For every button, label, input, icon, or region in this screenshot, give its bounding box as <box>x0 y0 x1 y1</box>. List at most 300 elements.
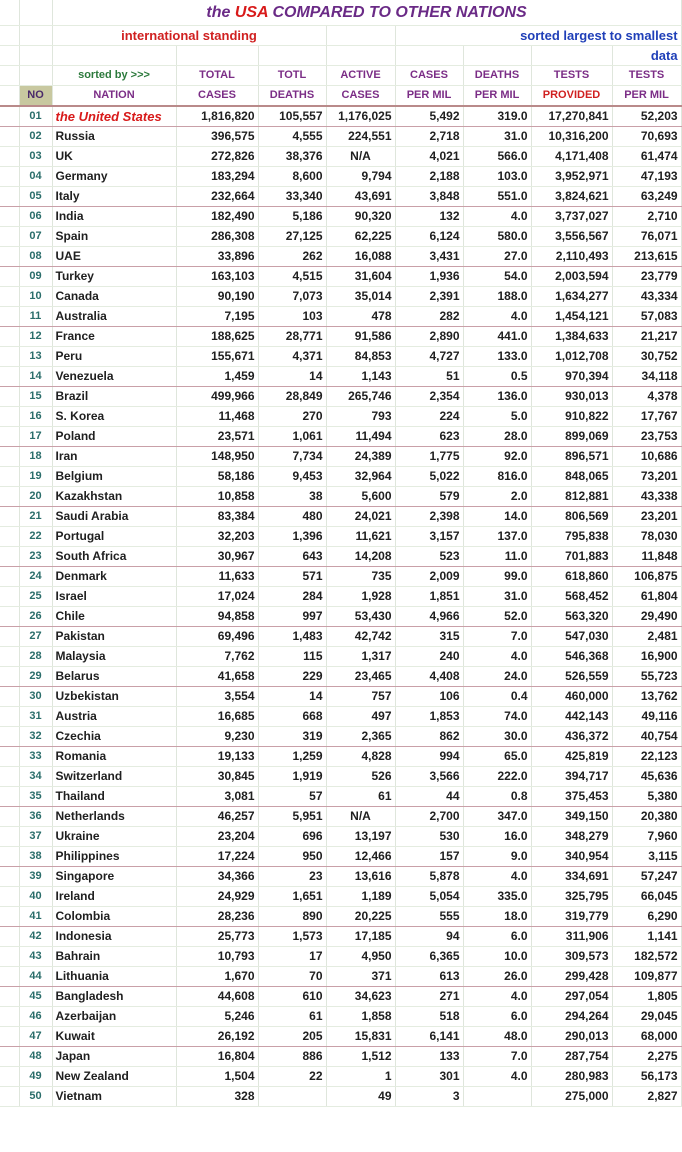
table-row <box>0 487 681 507</box>
tests-per-mil: 76,071 <box>612 227 681 247</box>
active-cases: 17,185 <box>326 927 395 947</box>
total-deaths: 38,376 <box>258 147 326 167</box>
deaths-per-mil: 347.0 <box>463 807 531 827</box>
tests-per-mil: 106,875 <box>612 567 681 587</box>
table-row <box>0 547 681 567</box>
total-cases: 23,204 <box>176 827 258 847</box>
row-number: 13 <box>19 347 52 367</box>
cases-per-mil: 1,853 <box>395 707 463 727</box>
active-cases: 793 <box>326 407 395 427</box>
tests-per-mil: 57,247 <box>612 867 681 887</box>
tests-provided: 442,143 <box>531 707 612 727</box>
total-cases: 1,459 <box>176 367 258 387</box>
deaths-per-mil: 816.0 <box>463 467 531 487</box>
tests-per-mil: 49,116 <box>612 707 681 727</box>
total-cases: 16,804 <box>176 1047 258 1067</box>
header-top-3: ACTIVE <box>326 66 395 86</box>
tests-provided: 568,452 <box>531 587 612 607</box>
deaths-per-mil: 52.0 <box>463 607 531 627</box>
nation-name: Philippines <box>52 847 176 867</box>
tests-provided: 436,372 <box>531 727 612 747</box>
total-deaths: 319 <box>258 727 326 747</box>
nation-name: Austria <box>52 707 176 727</box>
nation-name: Germany <box>52 167 176 187</box>
deaths-per-mil: 31.0 <box>463 587 531 607</box>
total-cases: 46,257 <box>176 807 258 827</box>
row-number: 41 <box>19 907 52 927</box>
tests-per-mil: 70,693 <box>612 127 681 147</box>
total-deaths: 14 <box>258 687 326 707</box>
active-cases: 43,691 <box>326 187 395 207</box>
tests-per-mil: 1,805 <box>612 987 681 1007</box>
table-row <box>0 167 681 187</box>
active-cases: 42,742 <box>326 627 395 647</box>
nation-name: South Africa <box>52 547 176 567</box>
total-deaths: 27,125 <box>258 227 326 247</box>
nation-name: Kuwait <box>52 1027 176 1047</box>
header-tests-provided: PROVIDED <box>531 86 612 107</box>
cases-per-mil: 106 <box>395 687 463 707</box>
active-cases: 265,746 <box>326 387 395 407</box>
total-cases: 41,658 <box>176 667 258 687</box>
row-number: 09 <box>19 267 52 287</box>
active-cases: 35,014 <box>326 287 395 307</box>
total-deaths: 1,259 <box>258 747 326 767</box>
total-deaths: 480 <box>258 507 326 527</box>
nation-name: Pakistan <box>52 627 176 647</box>
cases-per-mil: 51 <box>395 367 463 387</box>
total-cases: 30,845 <box>176 767 258 787</box>
cases-per-mil: 282 <box>395 307 463 327</box>
total-deaths: 8,600 <box>258 167 326 187</box>
table-row <box>0 147 681 167</box>
active-cases: 32,964 <box>326 467 395 487</box>
total-deaths: 61 <box>258 1007 326 1027</box>
tests-per-mil: 2,710 <box>612 207 681 227</box>
row-number: 48 <box>19 1047 52 1067</box>
deaths-per-mil: 222.0 <box>463 767 531 787</box>
table-row <box>0 347 681 367</box>
tests-provided: 4,171,408 <box>531 147 612 167</box>
active-cases: 24,389 <box>326 447 395 467</box>
cases-per-mil: 530 <box>395 827 463 847</box>
nation-name: Iran <box>52 447 176 467</box>
total-cases: 32,203 <box>176 527 258 547</box>
nation-name: the United States <box>52 106 176 127</box>
cases-per-mil: 3,431 <box>395 247 463 267</box>
nation-name: Australia <box>52 307 176 327</box>
nation-name: UK <box>52 147 176 167</box>
tests-per-mil: 11,848 <box>612 547 681 567</box>
table-row <box>0 567 681 587</box>
tests-per-mil: 30,752 <box>612 347 681 367</box>
active-cases: 15,831 <box>326 1027 395 1047</box>
total-cases: 90,190 <box>176 287 258 307</box>
tests-provided: 348,279 <box>531 827 612 847</box>
cases-per-mil: 555 <box>395 907 463 927</box>
cases-per-mil: 3,566 <box>395 767 463 787</box>
total-cases: 11,468 <box>176 407 258 427</box>
tests-provided: 319,779 <box>531 907 612 927</box>
active-cases: 23,465 <box>326 667 395 687</box>
deaths-per-mil: 0.8 <box>463 787 531 807</box>
table-row <box>0 467 681 487</box>
tests-provided: 848,065 <box>531 467 612 487</box>
tests-provided: 294,264 <box>531 1007 612 1027</box>
subtitle-right: sorted largest to smallest <box>395 26 681 46</box>
table-row <box>0 867 681 887</box>
row-number: 36 <box>19 807 52 827</box>
deaths-per-mil: 4.0 <box>463 307 531 327</box>
subtitle-row <box>0 26 681 46</box>
tests-per-mil: 21,217 <box>612 327 681 347</box>
total-deaths: 103 <box>258 307 326 327</box>
nation-name: Saudi Arabia <box>52 507 176 527</box>
total-deaths: 22 <box>258 1067 326 1087</box>
tests-provided: 10,316,200 <box>531 127 612 147</box>
deaths-per-mil: 9.0 <box>463 847 531 867</box>
tests-provided: 1,454,121 <box>531 307 612 327</box>
nation-name: Malaysia <box>52 647 176 667</box>
tests-provided: 349,150 <box>531 807 612 827</box>
tests-per-mil: 7,960 <box>612 827 681 847</box>
deaths-per-mil: 26.0 <box>463 967 531 987</box>
tests-per-mil: 43,338 <box>612 487 681 507</box>
row-number: 05 <box>19 187 52 207</box>
table-row <box>0 287 681 307</box>
cases-per-mil: 2,398 <box>395 507 463 527</box>
tests-provided: 299,428 <box>531 967 612 987</box>
tests-per-mil: 78,030 <box>612 527 681 547</box>
tests-per-mil: 29,045 <box>612 1007 681 1027</box>
deaths-per-mil: 28.0 <box>463 427 531 447</box>
tests-provided: 896,571 <box>531 447 612 467</box>
total-deaths: 57 <box>258 787 326 807</box>
total-cases: 272,826 <box>176 147 258 167</box>
tests-provided: 325,795 <box>531 887 612 907</box>
total-deaths: 17 <box>258 947 326 967</box>
total-cases: 148,950 <box>176 447 258 467</box>
total-deaths: 1,919 <box>258 767 326 787</box>
active-cases: 2,365 <box>326 727 395 747</box>
header-row-top <box>0 66 681 86</box>
cases-per-mil: 2,188 <box>395 167 463 187</box>
table-row <box>0 727 681 747</box>
table-row <box>0 187 681 207</box>
tests-per-mil: 73,201 <box>612 467 681 487</box>
tests-per-mil: 23,201 <box>612 507 681 527</box>
cases-per-mil: 2,009 <box>395 567 463 587</box>
deaths-per-mil: 27.0 <box>463 247 531 267</box>
tests-per-mil: 23,753 <box>612 427 681 447</box>
active-cases: 478 <box>326 307 395 327</box>
table-row <box>0 407 681 427</box>
total-deaths: 38 <box>258 487 326 507</box>
total-deaths: 668 <box>258 707 326 727</box>
tests-provided: 17,270,841 <box>531 106 612 127</box>
nation-name: Indonesia <box>52 927 176 947</box>
total-deaths: 1,483 <box>258 627 326 647</box>
cases-per-mil: 3,157 <box>395 527 463 547</box>
tests-per-mil: 13,762 <box>612 687 681 707</box>
total-deaths: 4,371 <box>258 347 326 367</box>
cases-per-mil: 1,775 <box>395 447 463 467</box>
nation-name: Japan <box>52 1047 176 1067</box>
table-row <box>0 207 681 227</box>
row-number: 28 <box>19 647 52 667</box>
nation-name: France <box>52 327 176 347</box>
nation-name: Peru <box>52 347 176 367</box>
deaths-per-mil: 7.0 <box>463 627 531 647</box>
table-row <box>0 1067 681 1087</box>
tests-provided: 1,012,708 <box>531 347 612 367</box>
row-number: 22 <box>19 527 52 547</box>
nation-name: Uzbekistan <box>52 687 176 707</box>
active-cases: 14,208 <box>326 547 395 567</box>
cases-per-mil: 518 <box>395 1007 463 1027</box>
cases-per-mil: 579 <box>395 487 463 507</box>
tests-provided: 287,754 <box>531 1047 612 1067</box>
row-number: 29 <box>19 667 52 687</box>
deaths-per-mil: 4.0 <box>463 867 531 887</box>
cases-per-mil: 1,851 <box>395 587 463 607</box>
deaths-per-mil: 18.0 <box>463 907 531 927</box>
tests-provided: 970,394 <box>531 367 612 387</box>
deaths-per-mil: 65.0 <box>463 747 531 767</box>
cases-per-mil: 5,054 <box>395 887 463 907</box>
nation-name: S. Korea <box>52 407 176 427</box>
table-row <box>0 667 681 687</box>
row-number: 40 <box>19 887 52 907</box>
total-cases: 17,224 <box>176 847 258 867</box>
title-usa: USA <box>234 4 269 21</box>
row-number: 27 <box>19 627 52 647</box>
tests-per-mil: 57,083 <box>612 307 681 327</box>
nation-name: Romania <box>52 747 176 767</box>
nation-name: UAE <box>52 247 176 267</box>
active-cases: 34,623 <box>326 987 395 1007</box>
total-deaths: 229 <box>258 667 326 687</box>
tests-provided: 280,983 <box>531 1067 612 1087</box>
table-row <box>0 327 681 347</box>
tests-provided: 425,819 <box>531 747 612 767</box>
total-cases: 44,608 <box>176 987 258 1007</box>
tests-provided: 3,824,621 <box>531 187 612 207</box>
row-number: 50 <box>19 1087 52 1107</box>
total-cases: 232,664 <box>176 187 258 207</box>
total-deaths: 950 <box>258 847 326 867</box>
nation-name: Italy <box>52 187 176 207</box>
cases-per-mil: 3 <box>395 1087 463 1107</box>
active-cases: 735 <box>326 567 395 587</box>
row-number: 06 <box>19 207 52 227</box>
row-number: 45 <box>19 987 52 1007</box>
nation-name: Switzerland <box>52 767 176 787</box>
active-cases: 371 <box>326 967 395 987</box>
nation-name: Colombia <box>52 907 176 927</box>
table-row <box>0 587 681 607</box>
tests-per-mil: 34,118 <box>612 367 681 387</box>
row-number: 17 <box>19 427 52 447</box>
total-cases: 5,246 <box>176 1007 258 1027</box>
total-cases: 499,966 <box>176 387 258 407</box>
deaths-per-mil: 335.0 <box>463 887 531 907</box>
tests-provided: 375,453 <box>531 787 612 807</box>
active-cases: 757 <box>326 687 395 707</box>
cases-per-mil: 6,124 <box>395 227 463 247</box>
row-number: 14 <box>19 367 52 387</box>
tests-provided: 806,569 <box>531 507 612 527</box>
total-cases: 30,967 <box>176 547 258 567</box>
deaths-per-mil: 188.0 <box>463 287 531 307</box>
active-cases: 84,853 <box>326 347 395 367</box>
table-row <box>0 1087 681 1107</box>
tests-provided: 297,054 <box>531 987 612 1007</box>
sorted-by-label: sorted by >>> <box>52 66 176 86</box>
cases-per-mil: 44 <box>395 787 463 807</box>
nation-name: Turkey <box>52 267 176 287</box>
total-deaths: 1,061 <box>258 427 326 447</box>
active-cases: 31,604 <box>326 267 395 287</box>
cases-per-mil: 240 <box>395 647 463 667</box>
cases-per-mil: 4,021 <box>395 147 463 167</box>
tests-per-mil: 182,572 <box>612 947 681 967</box>
active-cases: 20,225 <box>326 907 395 927</box>
row-number: 11 <box>19 307 52 327</box>
total-deaths <box>258 1087 326 1107</box>
active-cases: 90,320 <box>326 207 395 227</box>
table-row <box>0 927 681 947</box>
total-deaths: 890 <box>258 907 326 927</box>
total-deaths: 70 <box>258 967 326 987</box>
total-cases: 23,571 <box>176 427 258 447</box>
active-cases: N/A <box>326 807 395 827</box>
total-cases: 83,384 <box>176 507 258 527</box>
nation-name: Ukraine <box>52 827 176 847</box>
total-deaths: 115 <box>258 647 326 667</box>
subtitle-left: international standing <box>52 26 326 46</box>
active-cases: 24,021 <box>326 507 395 527</box>
active-cases: 61 <box>326 787 395 807</box>
nation-name: Spain <box>52 227 176 247</box>
subtitle-row-2 <box>0 46 681 66</box>
nation-name: Belgium <box>52 467 176 487</box>
tests-per-mil: 61,474 <box>612 147 681 167</box>
cases-per-mil: 271 <box>395 987 463 1007</box>
deaths-per-mil: 4.0 <box>463 987 531 1007</box>
total-deaths: 33,340 <box>258 187 326 207</box>
tests-provided: 334,691 <box>531 867 612 887</box>
total-cases: 1,504 <box>176 1067 258 1087</box>
total-cases: 34,366 <box>176 867 258 887</box>
cases-per-mil: 2,354 <box>395 387 463 407</box>
nation-name: Ireland <box>52 887 176 907</box>
total-deaths: 696 <box>258 827 326 847</box>
total-deaths: 5,186 <box>258 207 326 227</box>
cases-per-mil: 623 <box>395 427 463 447</box>
table-row <box>0 627 681 647</box>
deaths-per-mil: 103.0 <box>463 167 531 187</box>
row-number: 19 <box>19 467 52 487</box>
row-number: 08 <box>19 247 52 267</box>
subtitle-right-2: data <box>612 46 681 66</box>
deaths-per-mil: 136.0 <box>463 387 531 407</box>
tests-per-mil: 61,804 <box>612 587 681 607</box>
table-row <box>0 687 681 707</box>
total-cases: 286,308 <box>176 227 258 247</box>
total-cases: 94,858 <box>176 607 258 627</box>
table-row <box>0 747 681 767</box>
tests-provided: 3,556,567 <box>531 227 612 247</box>
tests-per-mil: 68,000 <box>612 1027 681 1047</box>
header-active-cases: CASES <box>326 86 395 107</box>
row-number: 35 <box>19 787 52 807</box>
row-number: 23 <box>19 547 52 567</box>
cases-per-mil: 2,718 <box>395 127 463 147</box>
total-cases: 1,816,820 <box>176 106 258 127</box>
table-row <box>0 1007 681 1027</box>
table-row <box>0 447 681 467</box>
total-cases: 11,633 <box>176 567 258 587</box>
deaths-per-mil: 441.0 <box>463 327 531 347</box>
active-cases: 49 <box>326 1087 395 1107</box>
row-number: 32 <box>19 727 52 747</box>
tests-per-mil: 17,767 <box>612 407 681 427</box>
tests-provided: 1,384,633 <box>531 327 612 347</box>
tests-per-mil: 20,380 <box>612 807 681 827</box>
title-prefix: the <box>206 4 235 21</box>
deaths-per-mil: 6.0 <box>463 927 531 947</box>
table-row <box>0 787 681 807</box>
deaths-per-mil: 7.0 <box>463 1047 531 1067</box>
row-number: 07 <box>19 227 52 247</box>
row-number: 44 <box>19 967 52 987</box>
row-number: 20 <box>19 487 52 507</box>
tests-per-mil: 2,827 <box>612 1087 681 1107</box>
deaths-per-mil: 24.0 <box>463 667 531 687</box>
cases-per-mil: 613 <box>395 967 463 987</box>
header-top-2: TOTL <box>258 66 326 86</box>
cases-per-mil: 994 <box>395 747 463 767</box>
active-cases: 11,494 <box>326 427 395 447</box>
table-row <box>0 247 681 267</box>
tests-per-mil: 109,877 <box>612 967 681 987</box>
total-cases: 25,773 <box>176 927 258 947</box>
total-deaths: 5,951 <box>258 807 326 827</box>
table-row <box>0 967 681 987</box>
total-deaths: 4,555 <box>258 127 326 147</box>
active-cases: 5,600 <box>326 487 395 507</box>
total-deaths: 571 <box>258 567 326 587</box>
cases-per-mil: 157 <box>395 847 463 867</box>
tests-provided: 930,013 <box>531 387 612 407</box>
row-number: 43 <box>19 947 52 967</box>
tests-provided: 275,000 <box>531 1087 612 1107</box>
row-number: 15 <box>19 387 52 407</box>
nation-name: New Zealand <box>52 1067 176 1087</box>
row-number: 42 <box>19 927 52 947</box>
table-row <box>0 647 681 667</box>
nation-name: Russia <box>52 127 176 147</box>
cases-per-mil: 301 <box>395 1067 463 1087</box>
header-deaths-per-mil: PER MIL <box>463 86 531 107</box>
tests-provided: 309,573 <box>531 947 612 967</box>
total-cases: 182,490 <box>176 207 258 227</box>
header-nation: NATION <box>52 86 176 107</box>
deaths-per-mil: 92.0 <box>463 447 531 467</box>
nation-name: Poland <box>52 427 176 447</box>
tests-provided: 547,030 <box>531 627 612 647</box>
